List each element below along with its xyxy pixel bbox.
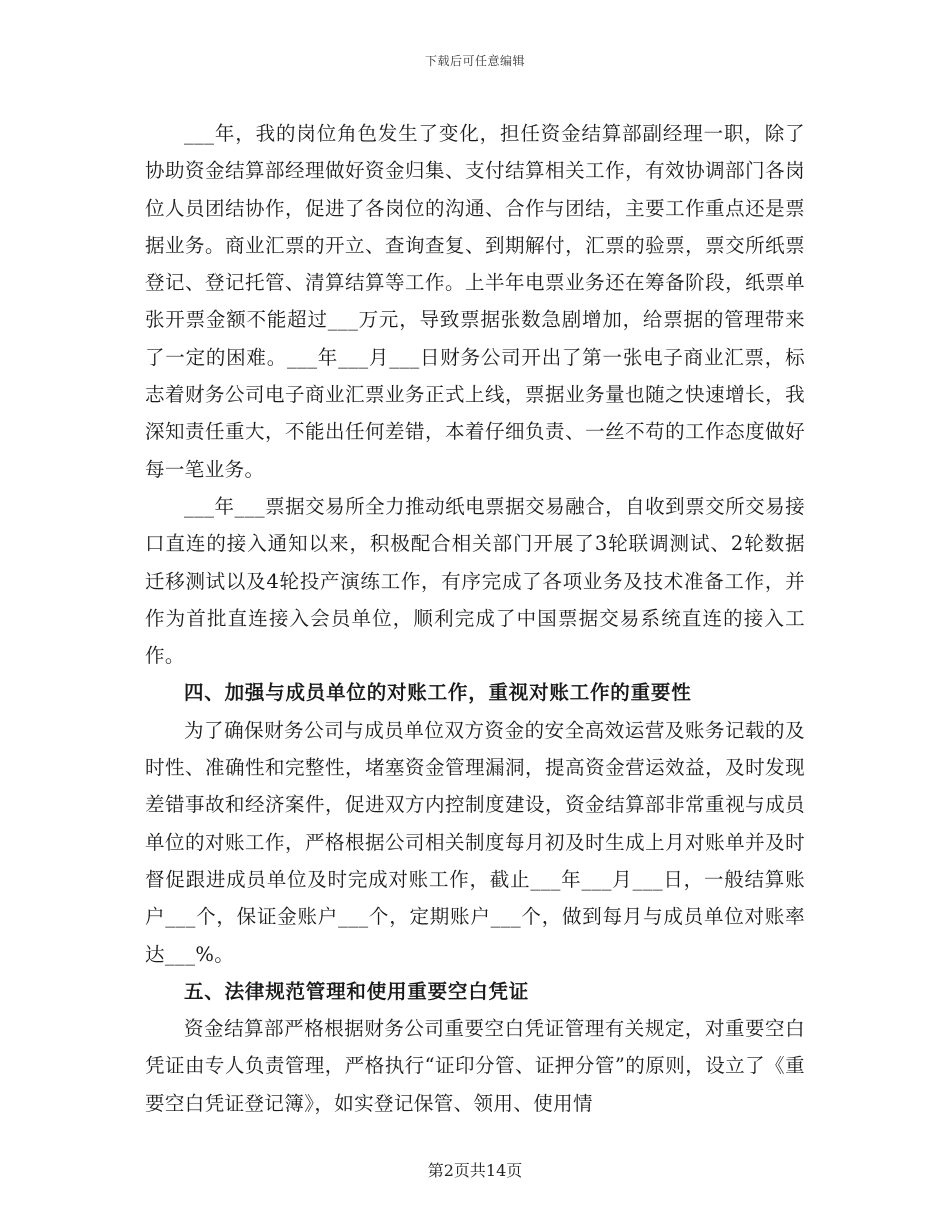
page-number: 第2页共14页 bbox=[427, 1161, 523, 1180]
section-heading-blank-vouchers: 五、法律规范管理和使用重要空白凭证 bbox=[184, 979, 530, 1003]
paragraph-bill-exchange-connection: ___年___票据交易所全力推动纸电票据交易融合，自收到票交所交易接口直连的接入通知以来，积极配合相关部门开展了3轮联调测试、2轮数据迁移测试以及4轮投产演练工作，有序完成了各项业务及技术准备工作，并作为首批直连接入会员单位，顺利完成了中国票据交易系统直连的接入工作。 bbox=[145, 494, 805, 668]
paragraph-blank-vouchers: 资金结算部严格根据财务公司重要空白凭证管理有关规定，对重要空白凭证由专人负责管理，严格执行“证印分管、证押分管”的原则，设立了《重要空白凭证登记簿》，如实登记保管、领用、使用情 bbox=[145, 1017, 805, 1115]
paragraph-bill-business: ___年，我的岗位角色发生了变化，担任资金结算部副经理一职，除了协助资金结算部经理做好资金归集、支付结算相关工作，有效协调部门各岗位人员团结协作，促进了各岗位的沟通、合作与团结，主要工作重点还是票据业务。商业汇票的开立、查询查复、到期解付，汇票的验票，票交所纸票登记、登记托管、清算结算等工作。上半年电票业务还在筹备阶段，纸票单张开票金额不能超过___万元，导致票据张数急剧增加，给票据的管理带来了一定的困难。___年___月___日财务公司开出了第一张电子商业汇票，标志着财务公司电子商业汇票业务正式上线，票据业务量也随之快速增长，我深知责任重大，不能出任何差错，本着仔细负责、一丝不苟的工作态度做好每一笔业务。 bbox=[145, 122, 805, 481]
paragraph-reconciliation: 为了确保财务公司与成员单位双方资金的安全高效运营及账务记载的及时性、准确性和完整性，堵塞资金管理漏洞，提高资金营运效益，及时发现差错事故和经济案件，促进双方内控制度建设，资金结算部非常重视与成员单位的对账工作，严格根据公司相关制度每月初及时生成上月对账单并及时督促跟进成员单位及时完成对账工作，截止___年___月___日，一般结算账户___个，保证金账户___个，定期账户___个，做到每月与成员单位对账率达___%。 bbox=[145, 718, 805, 966]
section-heading-reconciliation: 四、加强与成员单位的对账工作，重视对账工作的重要性 bbox=[184, 681, 692, 705]
document-body bbox=[145, 115, 805, 1122]
page-header-note: 下载后可任意编辑 bbox=[424, 54, 525, 68]
